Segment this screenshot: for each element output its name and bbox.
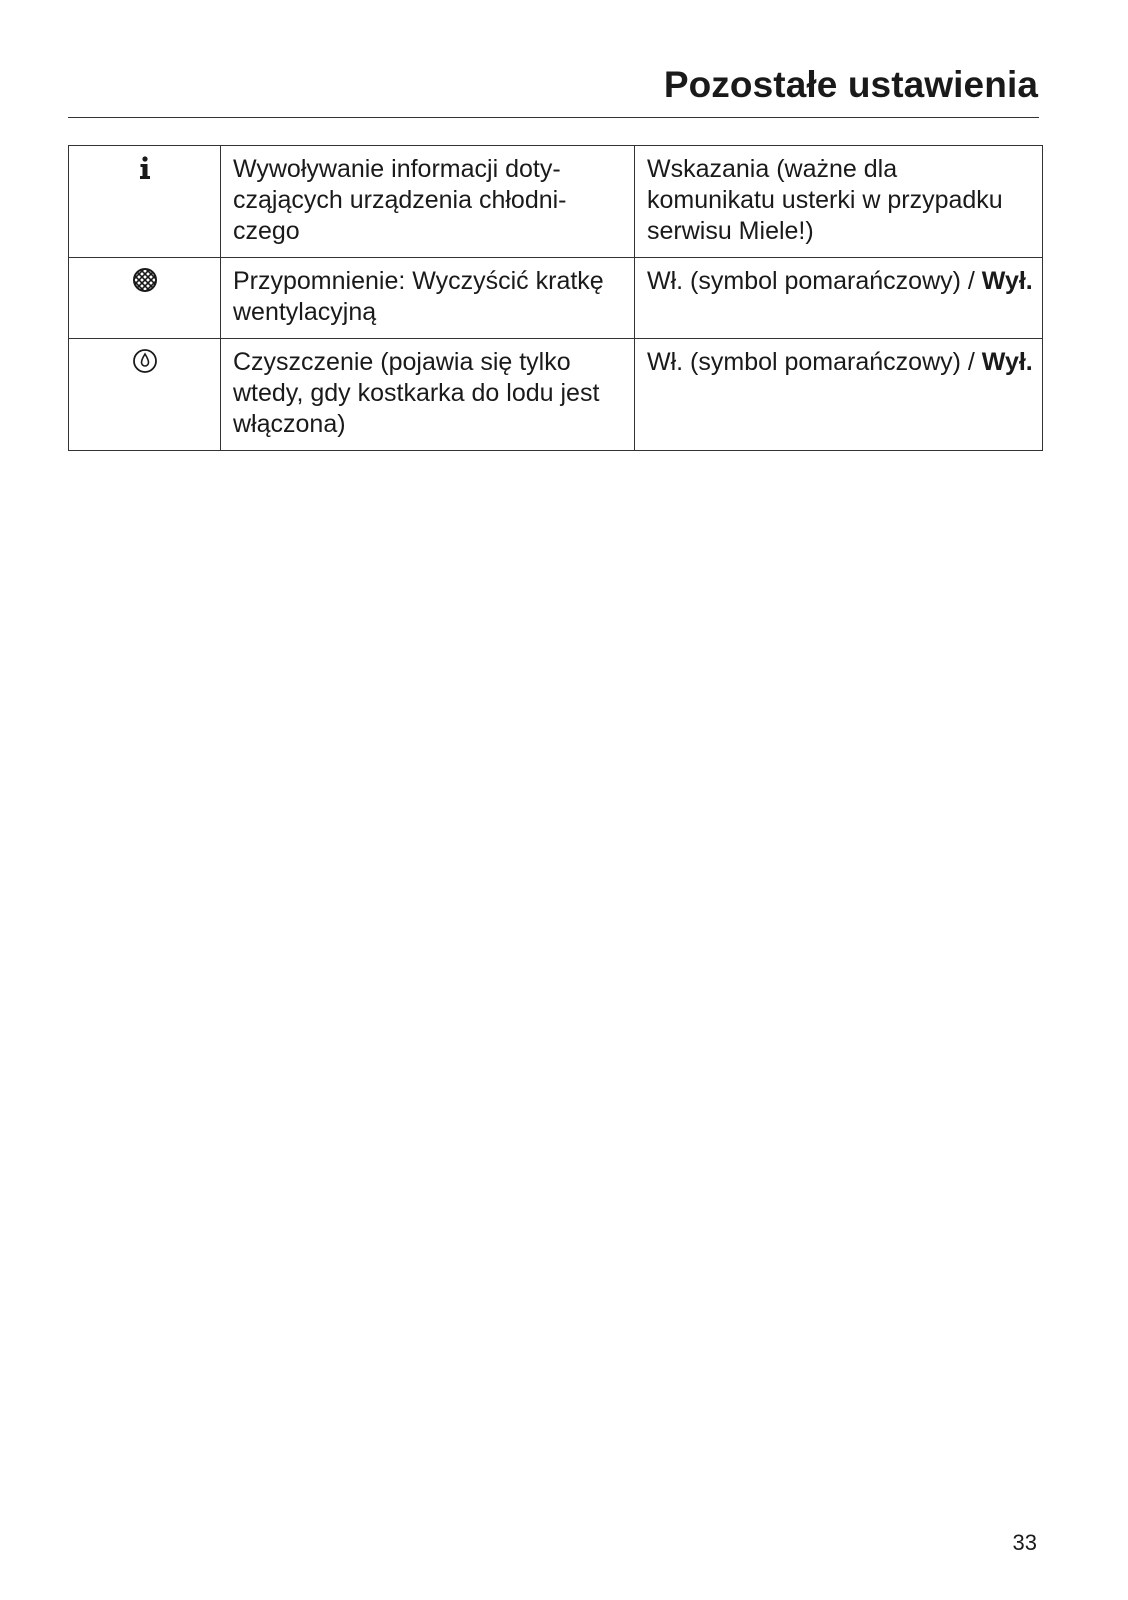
row-description: Czyszczenie (pojawia się tylko wtedy, gdy kostkarka do lodu jest włączona) — [233, 348, 600, 438]
option-on-text: Wł. (symbol pomarańczowy) / — [647, 348, 982, 376]
table-row — [69, 146, 1043, 258]
description-cell — [221, 258, 635, 339]
ventilation-grille-icon — [131, 266, 159, 294]
page-title: Pozostałe ustawienia — [663, 64, 1038, 105]
row-description: Wywoływanie informacji doty- cząjących urządzenia chłodni- czego — [233, 155, 567, 245]
icon-cell — [69, 339, 221, 451]
value-cell — [635, 146, 1043, 258]
option-on-text: Wł. (symbol pomarańczowy) / — [647, 267, 982, 295]
title-divider — [68, 117, 1039, 118]
description-cell — [221, 339, 635, 451]
row-value: Wskazania (ważne dla komunikatu usterki w przypadku serwisu Miele!) — [647, 155, 1003, 245]
settings-table — [68, 145, 1043, 451]
row-description: Przypomnienie: Wyczyścić kratkę wentylacyjną — [233, 267, 604, 326]
icon-cell — [69, 146, 221, 258]
info-icon — [131, 154, 159, 182]
value-cell — [635, 258, 1043, 339]
icon-cell — [69, 258, 221, 339]
page-number: 33 — [1012, 1530, 1037, 1555]
option-off-text: Wył. — [981, 267, 1033, 295]
value-cell — [635, 339, 1043, 451]
description-cell — [221, 146, 635, 258]
table-row — [69, 258, 1043, 339]
table-row — [69, 339, 1043, 451]
option-off-text: Wył. — [981, 348, 1033, 376]
water-drop-cleaning-icon — [131, 347, 159, 375]
